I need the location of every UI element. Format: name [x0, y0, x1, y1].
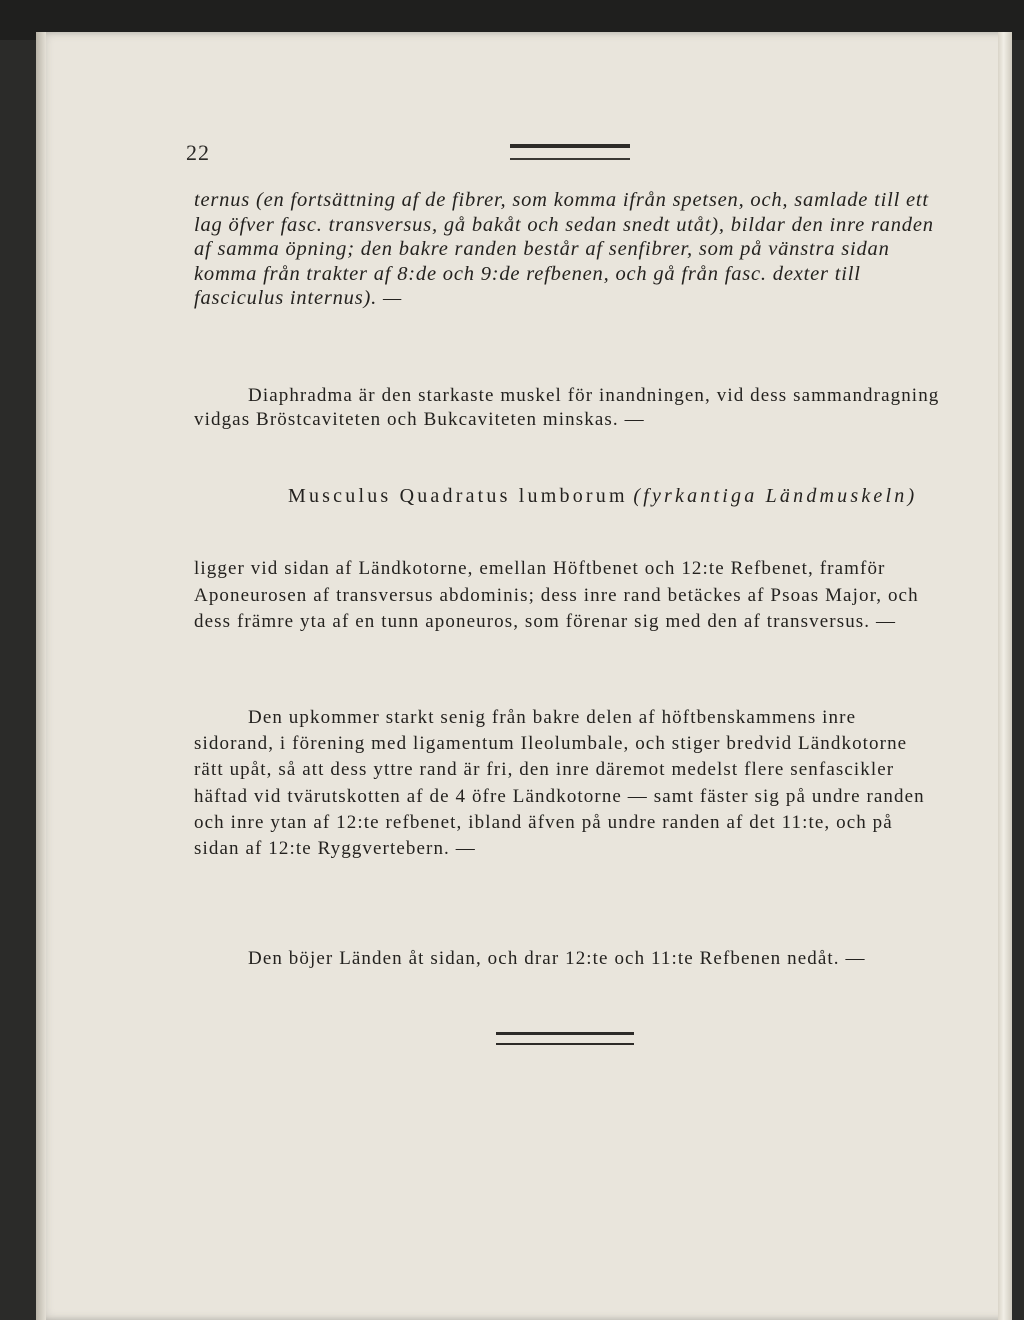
footer-rule [496, 1032, 634, 1045]
header-rule [510, 144, 630, 160]
function-text: Den böjer Länden åt sidan, och drar 12:te och 11:te Refbenen nedåt. — [248, 948, 866, 969]
diaphragma-text: Diaphradma är den starkaste muskel för inandningen, vid dess sammandragning vidgas Bröstcaviteten och Bukcaviteten minskas. — [194, 385, 940, 430]
continuation-text: ternus (en fortsättning af de fibrer, som komma ifrån spetsen, och, samlade till ett lag öfver fasc. transversus, gå bakåt och sedan snedt utåt), bildar den inre randen af samma öpning; den bakre randen består af senfibrer, som på vänstra sidan komma från trakter af 8:de och 9:de refbenen, och gå från fasc. dexter till fasciculus internus). — [194, 189, 934, 309]
origin-paragraph [194, 705, 942, 862]
diaphragma-paragraph [194, 384, 942, 432]
muscle-name: Musculus Quadratus lumborum [288, 485, 628, 507]
origin-text: Den upkommer starkt senig från bakre delen af höftbenskammens inre sidorand, i förening med ligamentum Ileolumbale, och stiger bredvid Ländkotorne rätt upåt, så att dess yttre rand är fri, den inre däremot medelst flere senfascikler häftad vid tvärutskotten af de 4 öfre Ländkotorne — samt fäster sig på undre randen och inre ytan af 12:te refbenet, ibland äfven på undre randen af det 11:te, och på sidan af 12:te Ryggvertebern. — [194, 707, 925, 860]
function-paragraph [194, 946, 942, 972]
location-paragraph: ligger vid sidan af Ländkotorne, emellan Höftbenet och 12:te Refbenet, framför Aponeurosen af transversus abdominis; dess inre rand betäckes af Psoas Major, och dess främre yta af en tunn aponeuros, som förenar sig med den af transversus. — [194, 558, 919, 632]
muscle-heading [194, 482, 942, 510]
page-number: 22 [186, 140, 210, 165]
muscle-translation: (fyrkantiga Ländmuskeln) [633, 485, 918, 507]
page-edge [998, 32, 1012, 1320]
page-gutter [36, 32, 46, 1320]
